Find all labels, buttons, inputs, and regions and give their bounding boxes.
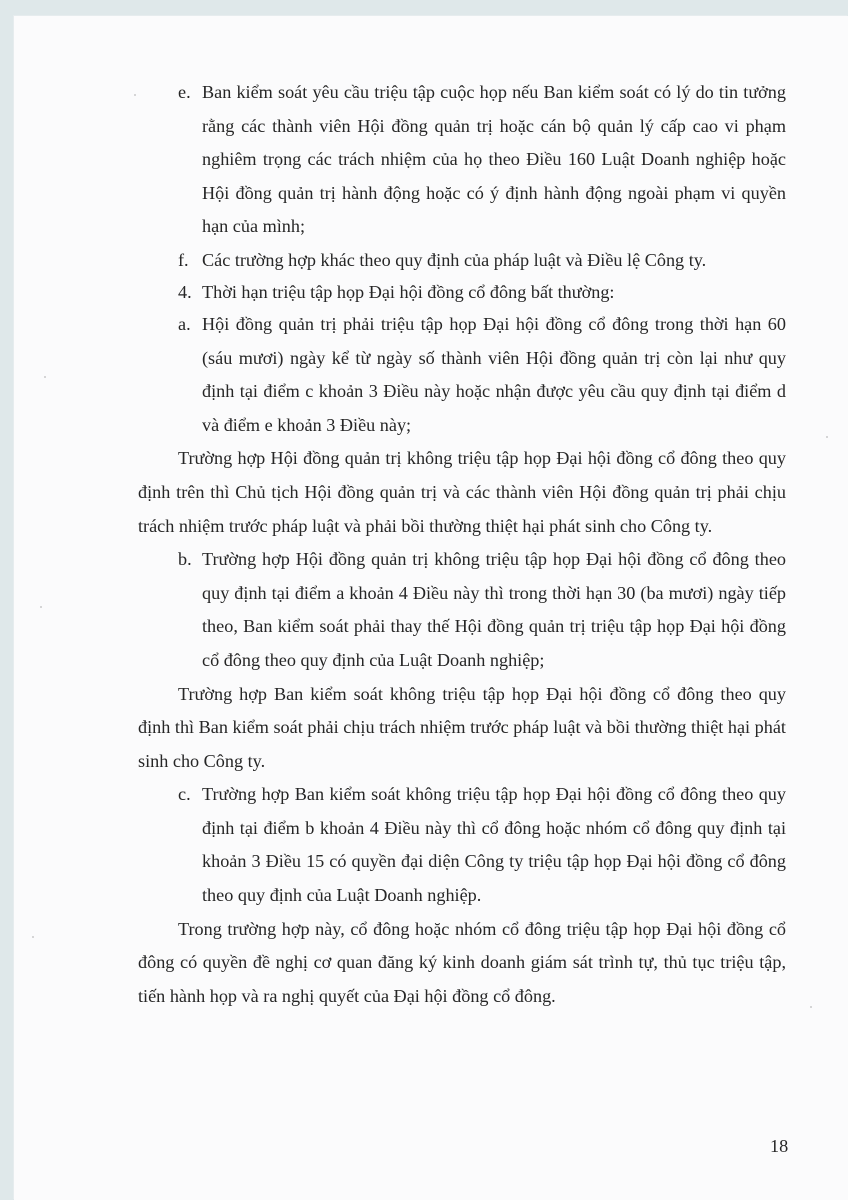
scan-speck [810, 1006, 812, 1008]
list-item-c [138, 778, 786, 912]
list-item-e [138, 76, 786, 244]
list-item-text: Các trường hợp khác theo quy định của pháp luật và Điều lệ Công ty. [202, 249, 707, 270]
scan-speck [44, 376, 46, 378]
list-item-f [138, 244, 786, 276]
list-item-text: Trường hợp Hội đồng quản trị không triệu tập họp Đại hội đồng cổ đông theo quy định tại điểm a khoản 4 Điều này thì trong thời hạn 30 (ba mươi) ngày tiếp theo, Ban kiểm soát phải thay thế Hội đồng quản trị triệu tập họp Đại hội đồng cổ đông theo quy định của Luật Doanh nghiệp; [202, 549, 786, 670]
list-marker: b. [178, 549, 192, 570]
list-marker: 4. [178, 281, 192, 302]
document-page [14, 16, 848, 1200]
list-marker: c. [178, 784, 191, 805]
section-heading-4 [138, 276, 786, 308]
paragraph: Trường hợp Hội đồng quản trị không triệu tập họp Đại hội đồng cổ đông theo quy định trên thì Chủ tịch Hội đồng quản trị và các thành viên Hội đồng quản trị phải chịu trách nhiệm trước pháp luật và phải bồi thường thiệt hại phát sinh cho Công ty. [138, 448, 786, 536]
list-item-text: Trường hợp Ban kiểm soát không triệu tập họp Đại hội đồng cổ đông theo quy định tại điểm b khoản 4 Điều này thì cổ đông hoặc nhóm cổ đông quy định tại khoản 3 Điều 15 có quyền đại diện Công ty triệu tập họp Đại hội đồng cổ đông theo quy định của Luật Doanh nghiệp. [202, 784, 786, 906]
section-heading-text: Thời hạn triệu tập họp Đại hội đồng cổ đông bất thường: [202, 281, 615, 302]
list-item-b [138, 543, 786, 677]
list-marker: a. [178, 313, 191, 334]
scan-speck [134, 94, 136, 96]
scan-speck [826, 436, 828, 438]
paragraph: Trường hợp Ban kiểm soát không triệu tập họp Đại hội đồng cổ đông theo quy định thì Ban kiểm soát phải chịu trách nhiệm trước pháp luật và bồi thường thiệt hại phát sinh cho Công ty. [138, 683, 786, 771]
list-marker: e. [178, 82, 191, 102]
scan-speck [32, 936, 34, 938]
paragraph: Trong trường hợp này, cổ đông hoặc nhóm cổ đông triệu tập họp Đại hội đồng cổ đông có quyền đề nghị cơ quan đăng ký kinh doanh giám sát trình tự, thủ tục triệu tập, tiến hành họp và ra nghị quyết của Đại hội đồng cổ đông. [138, 918, 786, 1006]
list-marker: f. [178, 249, 189, 270]
page-body [138, 76, 786, 1013]
list-item-text: Ban kiểm soát yêu cầu triệu tập cuộc họp nếu Ban kiểm soát có lý do tin tưởng rằng các thành viên Hội đồng quản trị hoặc cán bộ quản lý cấp cao vi phạm nghiêm trọng các trách nhiệm của họ theo Điều 160 Luật Doanh nghiệp hoặc Hội đồng quản trị hành động hoặc có ý định hành động ngoài phạm vi quyền hạn của mình; [202, 82, 786, 237]
scan-speck [40, 606, 42, 608]
page-number: 18 [770, 1136, 789, 1156]
list-item-text: Hội đồng quản trị phải triệu tập họp Đại hội đồng cổ đông trong thời hạn 60 (sáu mươi) ngày kể từ ngày số thành viên Hội đồng quản trị còn lại như quy định tại điểm c khoản 3 Điều này hoặc nhận được yêu cầu quy định tại điểm d và điểm e khoản 3 Điều này; [202, 313, 786, 435]
list-item-a [138, 308, 786, 442]
